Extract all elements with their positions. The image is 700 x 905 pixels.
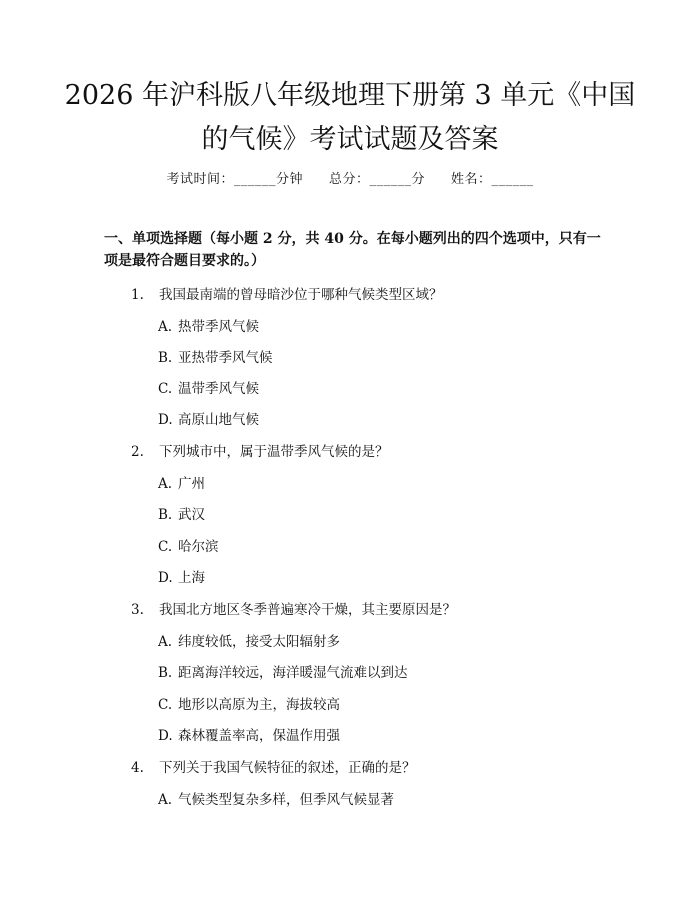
option (158, 630, 340, 650)
option-letter: A. (158, 792, 173, 808)
option (158, 535, 219, 555)
option-letter: B. (158, 507, 173, 523)
option-text: 温带季风气候 (178, 381, 259, 397)
option-text: 距离海洋较远，海洋暖湿气流难以到达 (178, 665, 408, 681)
question (131, 440, 389, 460)
option (158, 661, 408, 681)
option (158, 724, 340, 744)
option (158, 377, 259, 397)
option-text: 气候类型复杂多样，但季风气候显著 (178, 792, 394, 808)
option-text: 地形以高原为主，海拔较高 (178, 697, 340, 713)
option-text: 纬度较低，接受太阳辐射多 (178, 634, 340, 650)
question-number: 4. (131, 760, 144, 776)
question-number: 1. (131, 287, 144, 303)
option-letter: B. (158, 350, 173, 366)
option-letter: D. (158, 728, 173, 744)
question (131, 756, 416, 776)
option-text: 武汉 (178, 507, 205, 523)
option-letter: D. (158, 570, 173, 586)
option-text: 高原山地气候 (178, 412, 259, 428)
option-text: 热带季风气候 (178, 319, 259, 335)
option-letter: A. (158, 476, 173, 492)
option-letter: A. (158, 634, 173, 650)
document-title: 2026 年沪科版八年级地理下册第 3 单元《中国的气候》考试试题及答案 (64, 80, 636, 155)
option-text: 广州 (178, 476, 205, 492)
option (158, 408, 259, 428)
exam-name: 姓名：______ (451, 172, 534, 187)
option-letter: C. (158, 697, 173, 713)
option (158, 472, 205, 492)
option-text: 森林覆盖率高，保温作用强 (178, 728, 340, 744)
question (131, 598, 456, 618)
option-text: 哈尔滨 (178, 539, 219, 555)
section-heading: 一、单项选择题（每小题 2 分，共 40 分。在每小题列出的四个选项中，只有一项是最符合题目要求的。） (104, 231, 601, 269)
option-letter: C. (158, 381, 173, 397)
option-letter: B. (158, 665, 173, 681)
question-text: 下列城市中，属于温带季风气候的是？ (159, 444, 389, 460)
question-text: 我国最南端的曾母暗沙位于哪种气候类型区域？ (159, 287, 443, 303)
option (158, 503, 205, 523)
option (158, 346, 273, 366)
exam-meta (0, 168, 700, 187)
option (158, 788, 394, 808)
question-text: 下列关于我国气候特征的叙述，正确的是？ (159, 760, 416, 776)
option-text: 上海 (178, 570, 205, 586)
option-letter: A. (158, 319, 173, 335)
exam-time: 考试时间：______分钟 (166, 172, 303, 187)
option (158, 315, 259, 335)
question (131, 283, 443, 303)
option (158, 566, 205, 586)
exam-score: 总分：______分 (328, 172, 425, 187)
question-number: 2. (131, 444, 144, 460)
option-text: 亚热带季风气候 (178, 350, 273, 366)
option (158, 693, 340, 713)
option-letter: D. (158, 412, 173, 428)
option-letter: C. (158, 539, 173, 555)
question-number: 3. (131, 602, 144, 618)
question-text: 我国北方地区冬季普遍寒冷干燥，其主要原因是？ (159, 602, 456, 618)
